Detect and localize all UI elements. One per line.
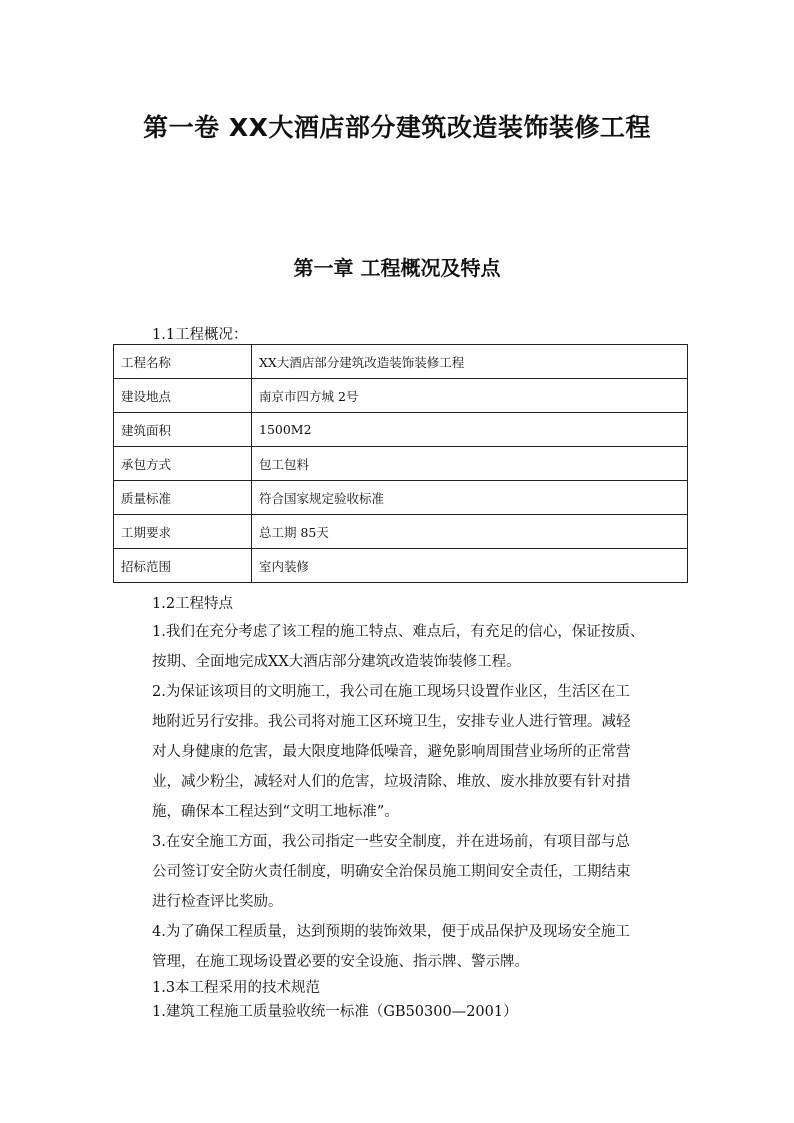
paragraph-line: 进行检查评比奖励。 — [152, 894, 283, 910]
paragraph-line: 业，减少粉尘，减轻对人们的危害，垃圾清除、堆放、废水排放要有针对措 — [152, 774, 631, 790]
table-row — [114, 379, 688, 413]
table-cell-label: 建设地点 — [114, 379, 252, 413]
section-heading-standards: 1.3本工程采用的技术规范 — [152, 980, 321, 996]
table-cell-value: 室内装修 — [252, 549, 688, 583]
section-heading-overview: 1.1工程概况： — [152, 327, 248, 343]
feature-paragraph-4 — [152, 917, 680, 977]
section-heading-features: 1.2工程特点 — [152, 596, 234, 612]
table-cell-value: 符合国家规定验收标准 — [252, 481, 688, 515]
table-row — [114, 481, 688, 515]
paragraph-line: 对人身健康的危害，最大限度地降低噪音，避免影响周围营业场所的正常营 — [152, 744, 631, 760]
paragraph-line: 施，确保本工程达到“文明工地标准”。 — [152, 804, 399, 820]
paragraph-line: 2.为保证该项目的文明施工，我公司在施工现场只设置作业区，生活区在工 — [152, 684, 630, 700]
paragraph-line: 4.为了确保工程质量，达到预期的装饰效果，便于成品保护及现场安全施工 — [152, 924, 630, 940]
table-cell-label: 建筑面积 — [114, 413, 252, 447]
table-cell-value: 包工包料 — [252, 447, 688, 481]
table-cell-value: 总工期 85天 — [252, 515, 688, 549]
table-row — [114, 413, 688, 447]
table-cell-label: 工期要求 — [114, 515, 252, 549]
table-cell-label: 工程名称 — [114, 345, 252, 379]
paragraph-line: 3.在安全施工方面，我公司指定一些安全制度，并在进场前，有项目部与总 — [152, 834, 630, 850]
table-row — [114, 447, 688, 481]
paragraph-line: 按期、全面地完成XX大酒店部分建筑改造装饰装修工程。 — [152, 654, 521, 670]
table-row — [114, 549, 688, 583]
table-cell-label: 质量标准 — [114, 481, 252, 515]
chapter-title: 第一章 工程概况及特点 — [293, 256, 501, 280]
standards-list — [152, 997, 680, 1027]
table-row — [114, 345, 688, 379]
table-row — [114, 515, 688, 549]
feature-paragraph-2 — [152, 677, 680, 827]
table-cell-label: 招标范围 — [114, 549, 252, 583]
project-overview-table — [113, 344, 688, 583]
paragraph-line: 管理，在施工现场设置必要的安全设施、指示牌、警示牌。 — [152, 954, 529, 970]
table-cell-label: 承包方式 — [114, 447, 252, 481]
paragraph-line: 公司签订安全防火责任制度，明确安全治保员施工期间安全责任，工期结束 — [152, 864, 631, 880]
list-item: 1.建筑工程施工质量验收统一标准（GB50300—2001） — [152, 1004, 518, 1020]
feature-paragraph-1 — [152, 617, 680, 677]
volume-title: 第一卷 XX大酒店部分建筑改造装饰装修工程 — [143, 113, 651, 142]
table-cell-value: 南京市四方城 2号 — [252, 379, 688, 413]
paragraph-line: 地附近另行安排。我公司将对施工区环境卫生，安排专业人进行管理。减轻 — [152, 714, 631, 730]
paragraph-line: 1.我们在充分考虑了该工程的施工特点、难点后，有充足的信心，保证按质、 — [152, 624, 645, 640]
feature-paragraph-3 — [152, 827, 680, 917]
table-cell-value: 1500M2 — [252, 413, 688, 447]
table-cell-value: XX大酒店部分建筑改造装饰装修工程 — [252, 345, 688, 379]
